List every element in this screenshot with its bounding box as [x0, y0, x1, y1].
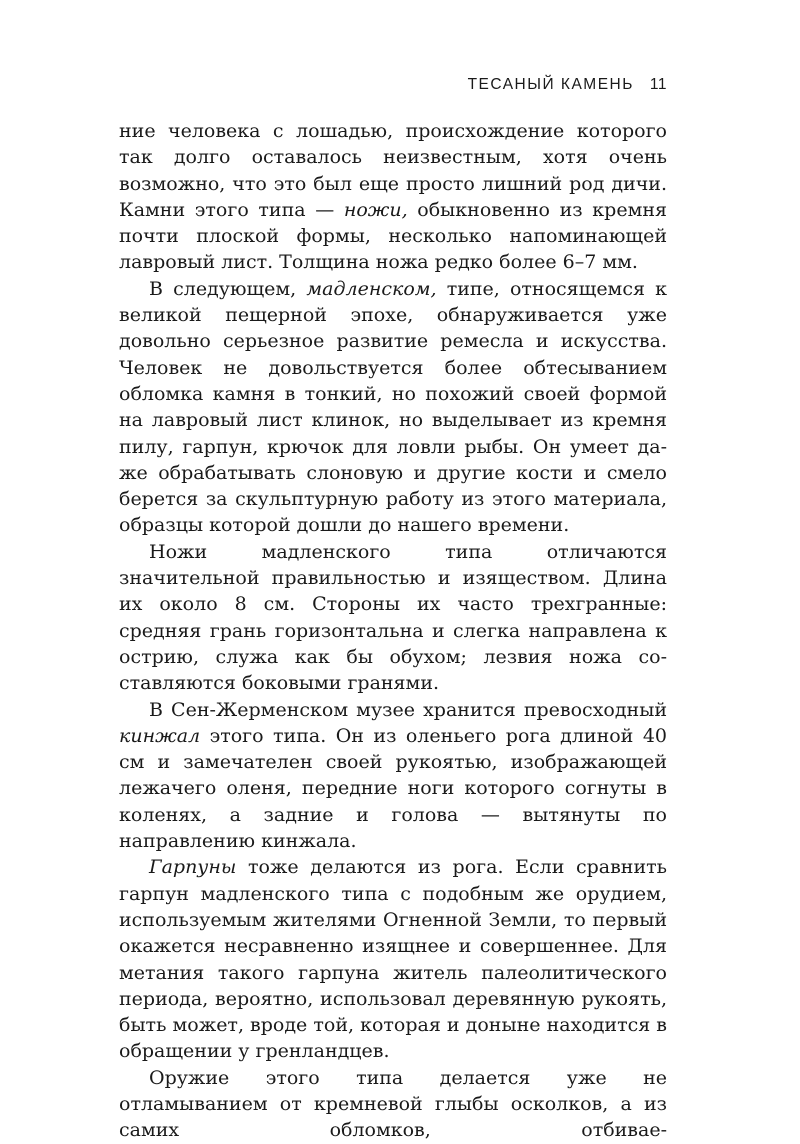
page-number: 11	[649, 76, 667, 93]
running-head	[468, 76, 667, 94]
paragraph-1-text-a: ние человека с лошадью, происхождение которого так долго оставалось неизвестным, хотя очень возможно, что это был еще просто лишний род дичи. Камни этого типа —	[119, 120, 667, 221]
term-harpoons: Гарпуны	[149, 856, 237, 879]
body-text	[119, 118, 667, 1144]
chapter-title: ТЕСАНЫЙ КАМЕНЬ	[467, 76, 634, 93]
paragraph-5-text-b: тоже делаются из рога. Если сравнить гарпун мадленского типа с подобным же орудием, используемым жителями Огненной Земли, то первый окажется несравненно изящнее и совершеннее. Для метания такого гарпуна житель палеолитического периода, вероятно, использовал деревянную рукоять, быть может, вроде той, которая и доныне находится в обращении у гренландцев.	[119, 856, 667, 1063]
paragraph-1-text-b: обыкновенно из кремня почти плоской формы, несколько напоминающей лавровый лист. Толщина ножа редко более 6–7 мм.	[119, 198, 667, 274]
paragraph-1	[119, 118, 667, 276]
paragraph-2-text-b: типе, относящемся к великой пещерной эпохе, обнаруживается уже довольно серьезное развитие ремесла и искусства. Человек не довольствуется более обтесыванием обломка камня в тонкий, но похожий своей формой на лавровый лист клинок, но выделывает из кремня пилу, гарпун, крючок для ловли рыбы. Он умеет даже обрабатывать слоновую и другие кости и смело берется за скульптурную работу из этого материала, образцы которой дошли до нашего времени.	[119, 277, 667, 537]
paragraph-4-text-a: В Сен-Жерменском музее хранится превосходный	[149, 698, 667, 721]
term-magdalenian: мадленском,	[306, 277, 437, 300]
term-knives: ножи,	[343, 198, 408, 221]
paragraph-5	[119, 854, 667, 1064]
paragraph-3: Ножи мадленского типа отличаются значительной правильностью и изяществом. Длина их около 8 см. Стороны их часто трехгранные: средняя грань горизонтальна и слегка направлена к острию, служа как бы обухом; лезвия ножа составляются боковыми гранями.	[119, 540, 667, 695]
paragraph-4	[119, 697, 667, 855]
term-dagger: кинжал	[119, 724, 201, 747]
paragraph-6: Оружие этого типа делается уже не отламыванием от кремневой глыбы осколков, а из самих обломков, отбивае-	[119, 1066, 667, 1142]
paragraph-4-text-b: этого типа. Он из оленьего рога длиной 40 см и замечателен своей рукоятью, изображающей лежачего оленя, передние ноги которого согнуты в коленях, а задние и голова — вытянуты по направлению кинжала.	[119, 724, 667, 853]
paragraph-2	[119, 276, 667, 539]
paragraph-2-text-a: В следующем,	[149, 277, 307, 300]
